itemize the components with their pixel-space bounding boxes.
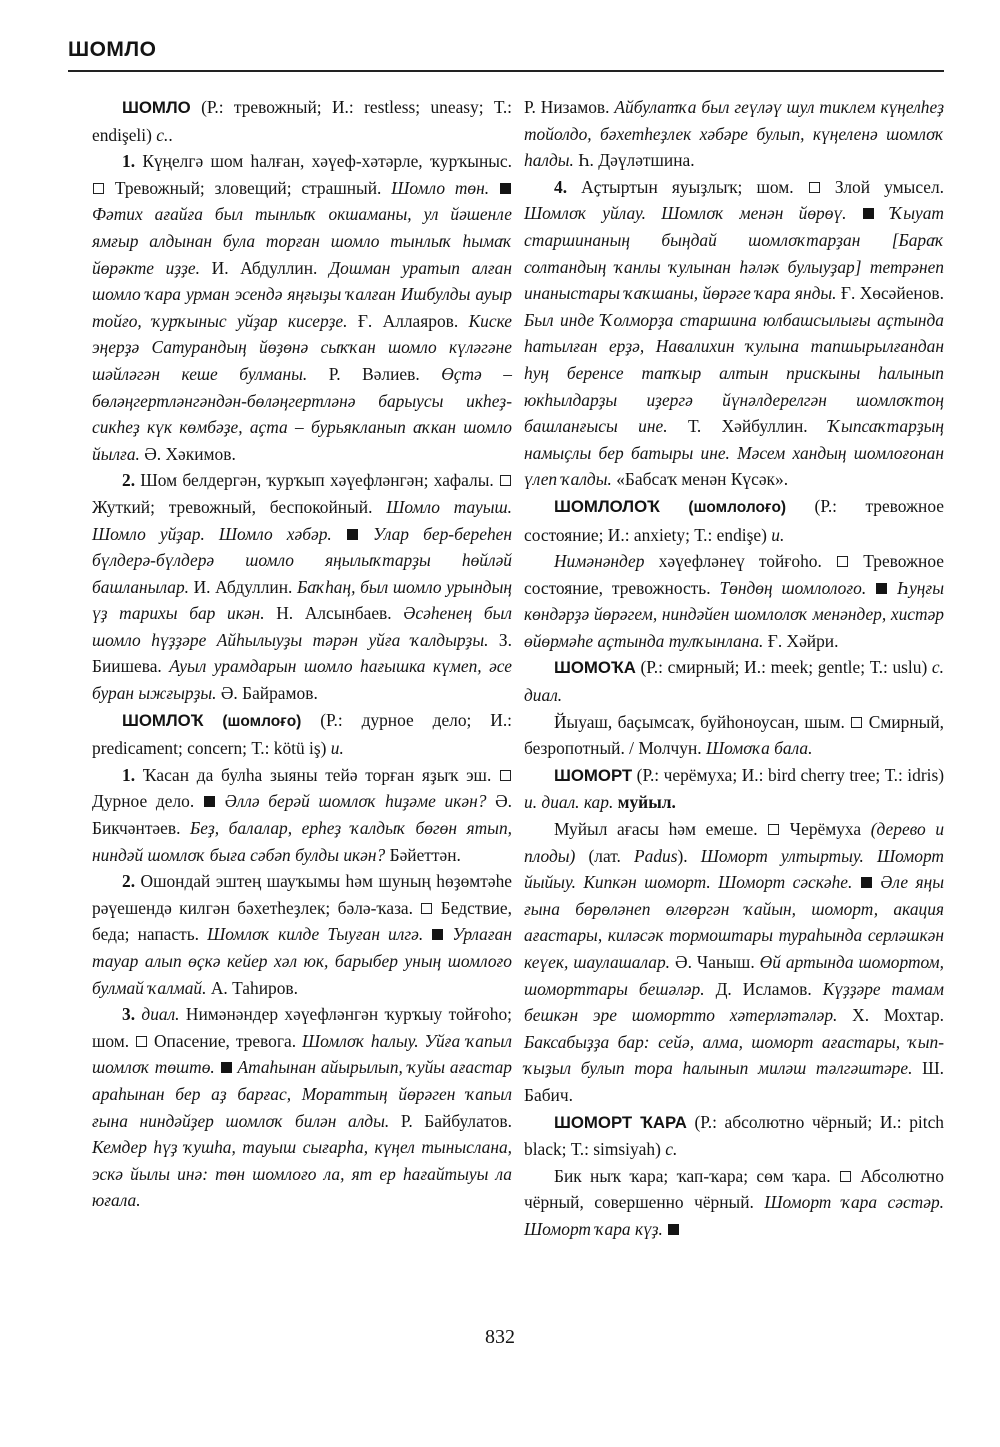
definition: Ошондай эштең шауҡымы һәм шуның һөҙөмтәһе рәүешендә килгән бәхетһеҙлек; бәлә-ҡаза. — [92, 871, 512, 918]
translations: (Р.: черёмуха; И.: bird cherry tree; Т.: idris) — [632, 764, 944, 785]
example: Шомлоҡ килде Тыуған илгә. — [207, 924, 424, 945]
author: И. Абдуллин. — [199, 257, 330, 278]
russian-translation: Бедствие, беда; напасть. — [92, 897, 512, 945]
citation: Фәтих ағайға был тынлыҡ окшаманы, ул йәшенле ямғыр алдынан була торған шомло тынлыҡ һымаҡ йөрәкте иҙҙе. — [92, 204, 512, 278]
citation-marker-icon — [863, 208, 874, 219]
translation-marker-icon — [500, 770, 511, 781]
sense — [524, 709, 944, 762]
citation: Өй артында шомортом, шоморттары бешәләр. — [524, 952, 944, 999]
right-column — [524, 94, 944, 1243]
part-of-speech: и. диал. кар. — [524, 792, 614, 813]
translation-marker-icon — [421, 903, 432, 914]
author: А. Таһиров. — [206, 977, 298, 998]
citation-marker-icon — [500, 183, 511, 194]
russian-translation: Опасение, тревога. — [153, 1030, 302, 1051]
citation: Һуңғы көндәрҙә йөрәгем, ниндәйен шомлолоҡ менәндер, хистәр өйөрмәһе аҫтында тулҡынлана. — [524, 577, 944, 651]
translations: (Р.: дурное дело; И.: predicament; concern; Т.: kötü iş) — [92, 709, 512, 759]
definition: Бик ныҡ ҡара; ҡап-ҡара; сөм ҡара. — [554, 1165, 839, 1186]
page-number: 832 — [485, 1326, 515, 1348]
author: Х. Мохтар. — [837, 1005, 944, 1026]
citation: Дошман уратып алған шомло ҡара урман эсендә яңғыҙы ҡалған Ишбулды ауыр тойғо, ҡурҡыныс уйҙар кисерҙе. — [92, 257, 512, 331]
entry-shomloq — [92, 707, 512, 762]
sense-2 — [92, 467, 512, 706]
citation: Баҡһаң, был шомло урындың үҙ тарихы бар икән. — [92, 576, 513, 624]
sense-1 — [92, 148, 512, 467]
sense — [524, 1163, 944, 1243]
sense-4 — [524, 174, 944, 493]
sense — [524, 816, 944, 1109]
definition: Муйыл ағасы һәм емеше. — [554, 819, 768, 840]
headword: ШОМЛО — [122, 98, 191, 117]
russian-translation: Абсолютно чёрный, совершенно чёрный. — [524, 1165, 944, 1213]
author: Ш. Бабич. — [524, 1058, 944, 1105]
example: Шомлоҡ һалыу. Уйға ҡапыл шомлоҡ төштө. — [92, 1030, 512, 1078]
translation-marker-icon — [840, 1171, 851, 1182]
sense-number: 3. — [122, 1004, 136, 1025]
citation: Әллә берәй шомлоҡ һиҙәме икән? — [224, 791, 487, 812]
citation: Киске эңерҙә Сатурандың йөҙөнә сыҡҡан шомло күләгәне шәйләгән кеше булманы. — [92, 310, 512, 384]
headword: ШОМОҠА — [554, 658, 636, 678]
author: «Бабсаҡ менән Күсәк». — [611, 469, 789, 490]
sense-number: 1. — [122, 764, 136, 785]
example: Шомоҡа бала. — [705, 738, 813, 759]
sense-3 — [92, 1001, 512, 1214]
headword: ШОМОРТ — [554, 765, 633, 785]
russian-translation: Дурное дело. — [92, 791, 203, 812]
author: Р. Низамов. — [524, 97, 615, 117]
usage-label: диал. — [135, 1004, 180, 1025]
latin-label: (лат. — [575, 845, 634, 866]
citation: Кемдер һүҙ ҡушһа, тауыш сығарһа, күңел тыныслана, эскә йылы инә: төн шомлоғо ла, ят ер һағайтыуы ла юғала. — [92, 1137, 512, 1211]
citation: Ауыл урамдарын шомло һағышка күмеп, әсе буран ыжғырҙы. — [92, 656, 513, 704]
sense-1 — [92, 762, 512, 868]
sense-number: 1. — [122, 151, 136, 172]
sense — [524, 548, 944, 654]
definition-start: Нимәнәндер — [554, 551, 645, 572]
entry-shomort — [524, 762, 944, 816]
entry-shomloloq — [524, 493, 944, 548]
definition: Ҡасан да булһа зыяны тейә торған яҙыҡ эш. — [135, 764, 499, 785]
translation-marker-icon — [136, 1036, 147, 1047]
definition: Аҫтыртын яуыҙлыҡ; шом. — [567, 176, 808, 197]
sense-number: 4. — [554, 176, 568, 197]
translations: (Р.: абсолютно чёрный; И.: pitch black; Т.: simsiyah) — [524, 1111, 944, 1160]
sense-2 — [92, 868, 512, 1001]
citation-marker-icon — [221, 1062, 232, 1073]
russian-translation: Злой умысел. — [834, 176, 945, 197]
punct: ). — [677, 845, 701, 866]
latin-name: Padus — [634, 845, 678, 866]
space — [866, 578, 875, 598]
citation: Был инде Ҡолморҙа старшина юлбашсылығы аҫтында һатылған ерҙә, Навалихин ҡулына тапшырылғандан һуң беренсе тапҡыр алтын прискыны һалынып юкһылдарҙы иҙергә йүнәлдерелгән шомлоҡтоң башланғысы ине. — [524, 309, 944, 437]
header-rule — [68, 70, 944, 72]
example: Шомлоҡ уйлау. Шомлоҡ менән йөрөү. — [524, 203, 847, 224]
author: Р. Вәлиев. — [307, 363, 442, 384]
headword: ШОМЛОҠ — [122, 710, 204, 730]
author: Ә. Чаныш. — [670, 952, 760, 972]
author: Ә. Хәкимов. — [139, 443, 236, 464]
citation: Күҙҙәре тамам бешкән эре шоморттo хәтерләтәләр. — [524, 978, 944, 1026]
author: Р. Байбулатов. — [389, 1110, 512, 1131]
example: Шомло төн. — [391, 177, 490, 198]
author: Н. Алсынбаев. — [264, 603, 404, 624]
author: И. Абдуллин. — [189, 576, 297, 597]
definition: Күңелгә шом һалған, хәүеф-хәтәрле, ҡурҡыныс. — [135, 151, 512, 172]
punct: . — [168, 124, 173, 145]
citation: Беҙ, балалар, ерһеҙ ҡалдыҡ бөгөн ятып, ниндәй шомлоҡ быға сәбәп булды икән? — [92, 818, 513, 865]
russian-translation: Черёмуха — [789, 819, 871, 840]
citation: Айбулатҡа был геүләү шул тиклем күңелһеҙ тойолдо, бәхетһеҙлек хәбәре булып, күңеленә шомлоҡ һалды. — [524, 97, 944, 171]
russian-translation: Тревожный; зловещий; страшный. — [114, 177, 392, 198]
citation: Әле яңы ғына бөрөләнеп өлгөргән ҡайын, шоморт, акация ағастары, киләсәк тормоштары тураһында серләшкән кеүек, шаулашалар. — [524, 872, 944, 972]
citation: Ҡыуат старшинаның быңдай шомлоҡтарҙан [Бараҡ солтандың ҡанлы ҡулынан һәләк булыуҙар] тетрәнеп инаныстары ҡаҡшаны, йөрәге ҡара янды. — [524, 203, 944, 304]
space — [332, 524, 346, 544]
citation: Урлаған тауар алып өҫкә кейер хәл юк, барыбер уның шомлоғо булмай ҡалмай. — [92, 924, 512, 998]
translation-marker-icon — [500, 475, 511, 486]
definition: Нимәнәндер хәүефләнгән ҡурҡыу тойғоһо; шом. — [92, 1004, 512, 1051]
author: З. Биишева. — [92, 629, 512, 677]
headword-form: (шомлоғо) — [203, 712, 302, 730]
headword: ШОМОРТ ҠАРА — [554, 1112, 687, 1132]
citation: Ҡыпсаҡтарҙың намыҫлы бер батыры ине. Мәсем хандың шомлоғонан үлеп ҡалды. — [524, 416, 945, 490]
citation-marker-icon — [861, 877, 872, 888]
sense-number: 2. — [122, 470, 136, 491]
translations: (Р.: тревожный; И.: restless; uneasy; Т.: endişeli) — [92, 97, 512, 145]
definition: Шом белдергән, ҡурҡып хәүефләнгән; хафалы. — [135, 470, 499, 491]
cross-reference: муйыл. — [613, 792, 676, 813]
headword-form: (шомлолоғо) — [659, 498, 787, 516]
russian-translation: Тревожное состояние, тревожность. — [524, 551, 944, 598]
entry-shomlo — [92, 94, 512, 148]
author: Т. Хәйбуллин. — [667, 416, 829, 437]
space — [423, 924, 431, 944]
headword: ШОМЛОЛОҠ — [554, 496, 660, 516]
part-of-speech: с. диал. — [524, 657, 944, 706]
author: Ғ. Аллаяров. — [347, 310, 469, 331]
author: Һ. Дәүләтшина. — [573, 150, 695, 171]
continued-citation — [524, 94, 944, 174]
example: Шомло тауыш. Шомло уйҙар. Шомло хәбәр. — [92, 496, 512, 544]
author: Ә. Бикчәнтәев. — [92, 791, 513, 839]
example: Шоморт ҡара сәстәр. Шоморт ҡара күҙ. — [524, 1192, 945, 1239]
citation: Өҫтә – бөләңгертләнгәндән-бөләңгертләнә барыусы икһеҙ-сикһеҙ күк көмбәҙе, аҫта – бурьякланып аҡкан шомло йылға. — [92, 363, 512, 464]
space — [847, 203, 862, 223]
translations: (Р.: тревожное состояние; И.: anxiety; Т.: endişe) — [524, 495, 944, 545]
citation-marker-icon — [876, 583, 887, 594]
sense-number: 2. — [122, 871, 136, 892]
citation-marker-icon — [668, 1224, 679, 1235]
russian-translation: Жуткий; тревожный, беспокойный. — [92, 496, 387, 517]
part-of-speech: и. — [330, 738, 344, 759]
citation-marker-icon — [347, 529, 358, 540]
translation-note: (дерево и плоды) — [524, 819, 945, 866]
running-head: ШОМЛО — [68, 38, 157, 61]
entry-shomoqa — [524, 654, 944, 708]
translation-marker-icon — [851, 717, 862, 728]
left-column — [92, 94, 512, 1214]
part-of-speech: с. — [156, 124, 169, 145]
example: Төндөң шомлолоғо. — [719, 577, 867, 598]
space — [489, 178, 499, 198]
russian-translation: Смирный, безропотный. / Молчун. — [524, 711, 944, 759]
translation-marker-icon — [768, 824, 779, 835]
citation-marker-icon — [204, 796, 215, 807]
citation: Улар бер-береһен бүлдерә-бүлдерә шомло яңылыҡтарҙы һөйләй башланылар. — [92, 523, 512, 597]
citation-marker-icon — [432, 929, 443, 940]
definition: хәүефләнеү тойғоһо. — [644, 551, 837, 572]
translations: (Р.: смирный; И.: meek; gentle; Т.: uslu) — [635, 657, 932, 678]
author: Ғ. Хөсәйенов. — [836, 283, 944, 304]
author: Бәйеттән. — [385, 844, 461, 865]
author: Ә. Байрамов. — [216, 683, 318, 704]
author: Ғ. Хәйри. — [763, 630, 839, 651]
entry-shomort-qara — [524, 1109, 944, 1163]
citation: Баксабыҙҙа бар: сейә, алма, шоморт ағастары, ҡып-ҡыҙыл булып тора һалынып миләш тәлгәштәре. — [524, 1031, 944, 1079]
example: Шоморт ултыртыу. Шоморт йыйыу. Кипкән шоморт. Шоморт сәскәһе. — [524, 845, 944, 893]
space — [215, 1057, 220, 1077]
translation-marker-icon — [93, 183, 104, 194]
definition: Йыуаш, баҫымсаҡ, буйһоноусан, шым. — [554, 711, 851, 732]
author: Д. Исламов. — [704, 978, 823, 999]
part-of-speech: с. — [665, 1139, 678, 1160]
space — [852, 872, 859, 892]
translation-marker-icon — [837, 556, 848, 567]
translation-marker-icon — [809, 182, 820, 193]
citation: Атаһынан айырылып, ҡуйы ағастар араһынан бер аҙ барғас, Мораттың йөрәген ҡапыл ғына ниндәйҙер шомлоҡ билән алды. — [92, 1057, 512, 1131]
part-of-speech: и. — [771, 524, 785, 545]
citation: Әсәһенең был шомло һүҙҙәре Айһылыуҙы тәрән уйға ҡалдырҙы. — [92, 603, 512, 650]
